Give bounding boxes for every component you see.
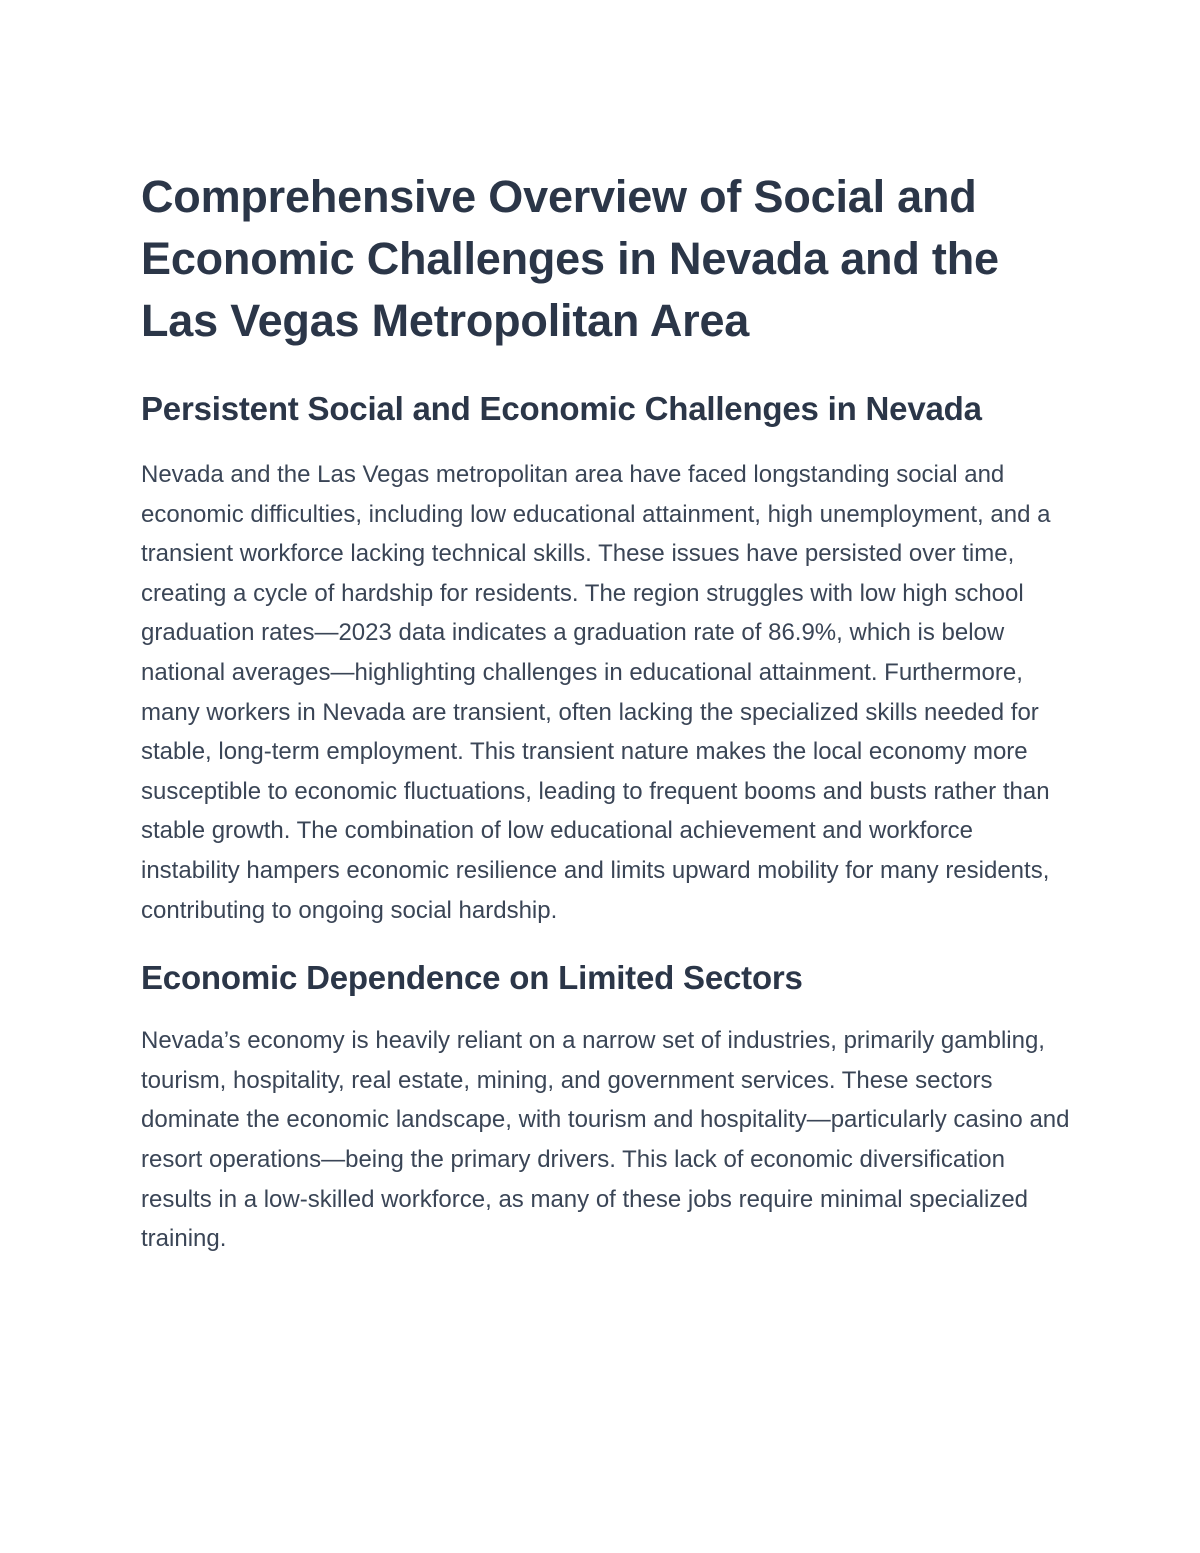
- document-page: [141, 166, 1071, 1259]
- section-body-economic-dependence: Nevada’s economy is heavily reliant on a narrow set of industries, primarily gambling, tourism, hospitality, real estate, mining, and government services. These sectors dominate the economic landscape, with tourism and hospitality—particularly casino and resort operations—being the primary drivers. This lack of economic diversification results in a low-skilled workforce, as many of these jobs require minimal specialized training.: [141, 1027, 1070, 1253]
- section-heading-economic-dependence: Economic Dependence on Limited Sectors: [141, 959, 803, 997]
- section-body-social-economic-challenges: Nevada and the Las Vegas metropolitan area have faced longstanding social and economic difficulties, including low educational attainment, high unemployment, and a transient workforce lacking technical skills. These issues have persisted over time, creating a cycle of hardship for residents. The region struggles with low high school graduation rates—2023 data indicates a graduation rate of 86.9%, which is below national averages—highlighting challenges in educational attainment. Furthermore, many workers in Nevada are transient, often lacking the specialized skills needed for stable, long-term employment. This transient nature makes the local economy more susceptible to economic fluctuations, leading to frequent booms and busts rather than stable growth. The combination of low educational achievement and workforce instability hampers economic resilience and limits upward mobility for many residents, contributing to ongoing social hardship.: [141, 461, 1051, 924]
- document-title: Comprehensive Overview of Social and Economic Challenges in Nevada and the Las Vegas Metropolitan Area: [141, 171, 999, 346]
- section-heading-social-economic-challenges: Persistent Social and Economic Challenges in Nevada: [141, 390, 982, 427]
